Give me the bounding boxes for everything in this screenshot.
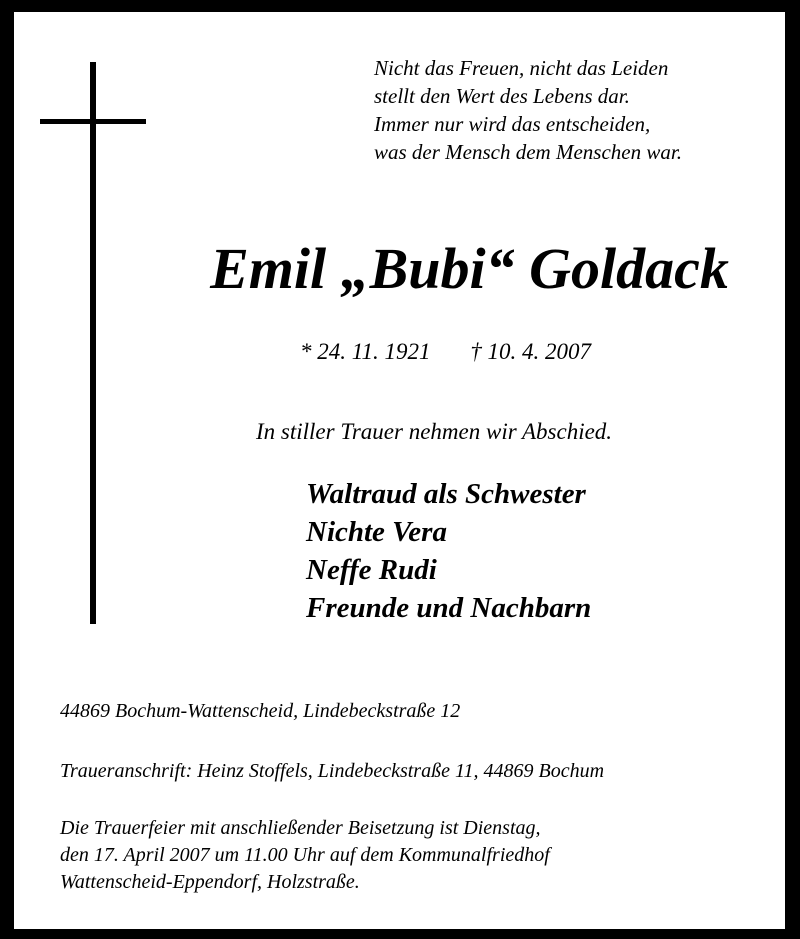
farewell-line: In stiller Trauer nehmen wir Abschied. — [256, 419, 613, 444]
life-dates — [300, 337, 591, 367]
deceased-name: Emil „Bubi“ Goldack — [210, 236, 729, 301]
service-line: den 17. April 2007 um 11.00 Uhr auf dem Kommunalfriedhof — [60, 844, 550, 866]
deceased-name-row — [14, 234, 785, 304]
cross-icon — [90, 62, 96, 624]
residence-address: 44869 Bochum-Wattenscheid, Lindebeckstraße 12 — [60, 700, 461, 722]
cross-icon-crossbar — [40, 119, 146, 124]
poem-line: stellt den Wert des Lebens dar. — [374, 84, 630, 108]
service-line: Die Trauerfeier mit anschließender Beisetzung ist Dienstag, — [60, 817, 541, 839]
mourner: Neffe Rudi — [306, 554, 437, 586]
poem-line: was der Mensch dem Menschen war. — [374, 140, 682, 164]
funeral-service-info — [60, 815, 550, 896]
memorial-poem — [374, 54, 682, 166]
mourner: Waltraud als Schwester — [306, 478, 586, 510]
poem-line: Immer nur wird das entscheiden, — [374, 112, 651, 136]
mourners-list — [306, 475, 591, 627]
poem-line: Nicht das Freuen, nicht das Leiden — [374, 56, 669, 80]
mourner: Nichte Vera — [306, 516, 447, 548]
death-date: † 10. 4. 2007 — [470, 339, 592, 364]
service-line: Wattenscheid-Eppendorf, Holzstraße. — [60, 871, 360, 893]
mourning-address: Traueranschrift: Heinz Stoffels, Lindebeckstraße 11, 44869 Bochum — [60, 760, 605, 782]
birth-date: * 24. 11. 1921 — [300, 339, 431, 364]
mourner: Freunde und Nachbarn — [306, 592, 592, 624]
